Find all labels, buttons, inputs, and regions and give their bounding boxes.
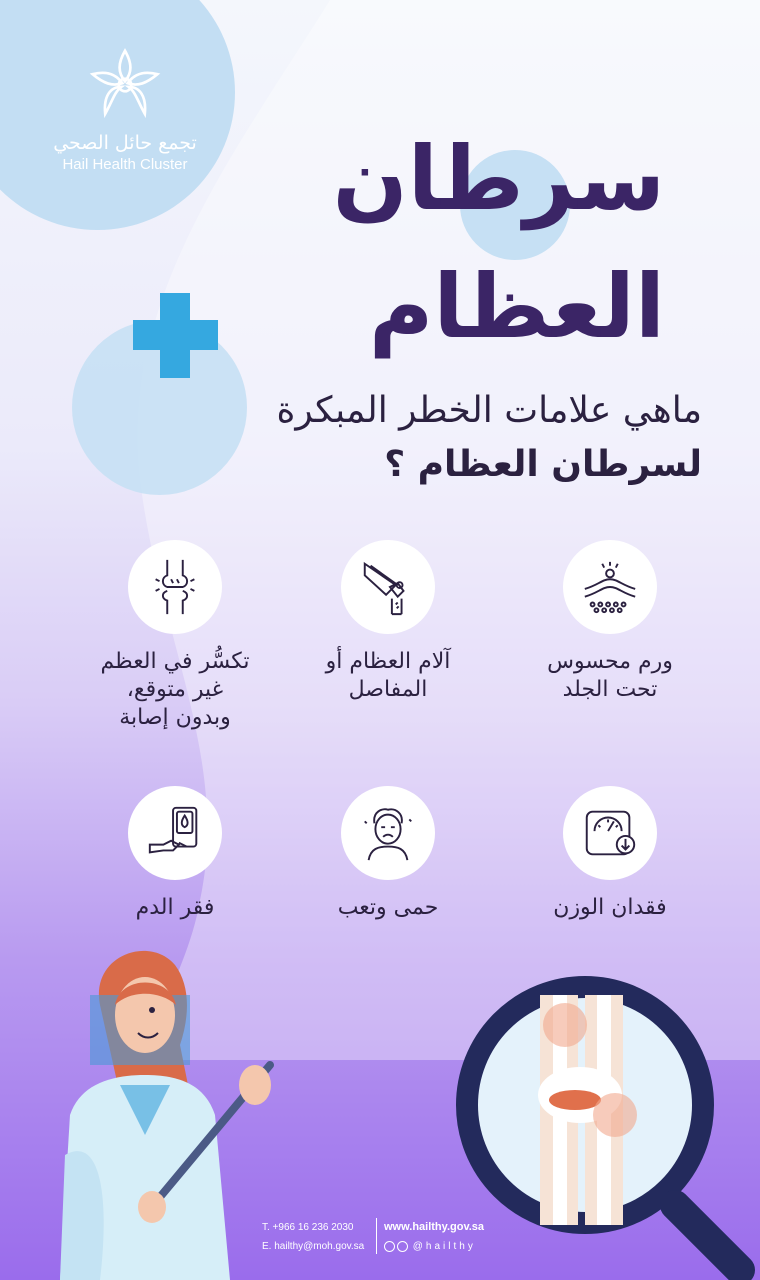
footer-handle[interactable]: @hailthy xyxy=(412,1241,476,1252)
symptom-label: فقدان الوزن xyxy=(553,895,667,920)
symptom-skin-lump xyxy=(505,540,715,704)
footer-phone: T. +966 16 236 2030 xyxy=(262,1222,354,1233)
logo xyxy=(30,40,220,173)
symptom-label: آلام العظام أو المفاصل xyxy=(325,649,451,702)
symptom-fracture xyxy=(70,540,280,732)
icon-circle xyxy=(341,786,435,880)
icon-circle xyxy=(128,786,222,880)
symptom-label: تكسُّر في العظم غير متوقع، وبدون إصابة xyxy=(100,649,250,730)
icon-circle xyxy=(563,540,657,634)
medical-plus-icon xyxy=(133,320,218,350)
title-line-1: سرطان xyxy=(332,127,665,230)
twitter-icon[interactable] xyxy=(384,1241,395,1252)
symptom-label: فقر الدم xyxy=(135,895,215,920)
symptom-bone-pain xyxy=(283,540,493,704)
weight-scale-icon xyxy=(579,802,641,864)
knee-joint-icon xyxy=(144,556,206,618)
footer-email[interactable]: E. hailthy@moh.gov.sa xyxy=(262,1241,365,1252)
star-flower-logo-icon xyxy=(80,40,170,130)
title-line-2: العظام xyxy=(368,255,665,358)
logo-name-english: Hail Health Cluster xyxy=(62,156,188,173)
footer-contact xyxy=(262,1218,372,1256)
symptom-label: ورم محسوس تحت الجلد xyxy=(547,649,673,702)
doctor-illustration xyxy=(40,935,300,1280)
icon-circle xyxy=(341,540,435,634)
symptom-fever-fatigue xyxy=(283,786,493,922)
instagram-icon[interactable] xyxy=(397,1241,408,1252)
icon-circle xyxy=(563,786,657,880)
footer-online xyxy=(384,1218,524,1256)
symptom-label: حمى وتعب xyxy=(337,895,439,920)
logo-name-arabic: تجمع حائل الصحي xyxy=(53,132,197,154)
skin-lump-icon xyxy=(579,556,641,618)
blood-test-icon xyxy=(144,802,206,864)
question-line-2: لسرطان العظام ؟ xyxy=(384,444,702,485)
tired-person-icon xyxy=(357,802,419,864)
footer xyxy=(262,1218,522,1256)
symptom-anemia xyxy=(70,786,280,922)
footer-divider xyxy=(376,1218,377,1254)
icon-circle xyxy=(128,540,222,634)
bone-joint-pain-icon xyxy=(357,556,419,618)
page-title xyxy=(245,115,665,371)
question-line-1: ماهي علامات الخطر المبكرة xyxy=(276,390,702,431)
footer-website[interactable]: www.hailthy.gov.sa xyxy=(384,1221,485,1233)
symptom-weight-loss xyxy=(505,786,715,922)
